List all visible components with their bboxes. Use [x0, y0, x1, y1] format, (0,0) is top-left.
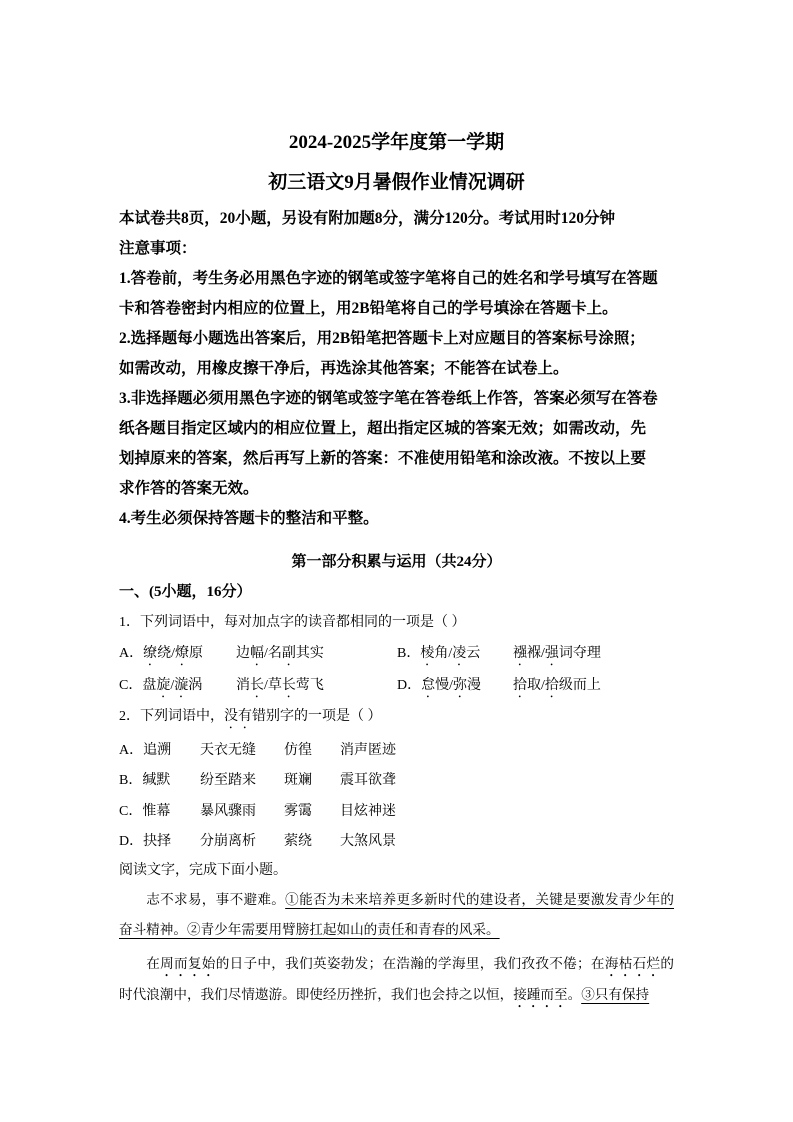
plain-text: /名 — [264, 646, 282, 661]
dotted-char: 长 — [250, 678, 264, 693]
q2-option-d-word-3: 萦绕 — [284, 834, 312, 849]
plain-text: /草 — [264, 678, 282, 693]
reading-paragraph-2 — [119, 949, 674, 1011]
plain-text: 在 — [146, 956, 161, 972]
part-one-title: 第一部分积累与运用（共24分） — [291, 554, 502, 570]
q2-option-d-word-2: 分崩离析 — [200, 834, 256, 849]
q1-option-d-part2 — [513, 674, 601, 701]
q2-option-c-word-2: 暴风骤雨 — [200, 804, 256, 819]
exam-notes — [119, 204, 679, 534]
note-3-line-2: 纸各题目指定区域内的相应位置上，超出指定区城的答案无效；如需改动，先 — [119, 420, 647, 437]
q2-option-c-word-1: C．惟幕 — [119, 804, 171, 819]
plain-text: 取/ — [527, 678, 545, 693]
plain-text: 绕/ — [157, 646, 176, 661]
dotted-char: 旋 — [156, 678, 171, 693]
dotted-idiom-1: 周而复始 — [160, 956, 216, 972]
dotted-char: 幅 — [250, 646, 264, 661]
q1-option-a-part1 — [119, 642, 203, 669]
dotted-idiom-2: 海枯石烂 — [604, 956, 661, 972]
q1-option-b-part2 — [513, 642, 601, 669]
exam-title-term: 2024-2025学年度第一学期 — [288, 132, 505, 153]
plain-text: 词夺理 — [558, 646, 601, 661]
plain-text: 云 — [466, 646, 481, 661]
question-2-stem — [119, 705, 382, 732]
reading-instruction: 阅读文字，完成下面小题。 — [119, 863, 287, 878]
q2-option-b-word-3: 斑斓 — [284, 773, 312, 788]
plain-text: 其实 — [295, 646, 324, 661]
plain-text: 志不求易，事不避难。 — [146, 892, 286, 908]
note-1-line-1: 1.答卷前，考生务必用黑色字迹的钢笔或签字笔将自己的姓名和学号填写在答题 — [119, 270, 658, 287]
question-1-stem: 1．下列词语中，每对加点字的读音都相同的一项是（ ） — [119, 615, 466, 630]
plain-text: 褓/ — [527, 646, 545, 661]
dotted-word: 没有 — [224, 709, 252, 724]
dotted-char: 漩 — [174, 678, 189, 693]
q2-option-d-word-4: 大煞风景 — [340, 834, 396, 849]
q1-option-a-part2 — [236, 642, 324, 669]
q1-option-b-part1 — [397, 642, 480, 669]
q2-option-b-word-4: 震耳欲聋 — [340, 773, 396, 788]
plain-text: 原 — [189, 646, 204, 661]
plain-text: 莺飞 — [295, 678, 324, 693]
q2-option-a-word-2: 天衣无缝 — [200, 743, 256, 758]
dotted-char: 拾 — [513, 678, 527, 693]
dotted-char: 凌 — [452, 646, 467, 661]
note-2-line-2: 如需改动，用橡皮擦干净后，再选涂其他答案；不能答在试卷上。 — [119, 360, 569, 377]
dotted-char: 襁 — [513, 646, 527, 661]
plain-text: / — [170, 678, 175, 693]
q2-option-c-word-4: 目炫神迷 — [340, 804, 396, 819]
plain-text: 慢/ — [435, 678, 454, 693]
note-1-line-2: 卡和答卷密封内相应的位置上，用2B铅笔将自己的学号填涂在答题卡上。 — [119, 300, 618, 317]
notes-heading: 注意事项： — [119, 240, 197, 257]
q2-option-a-word-3: 仿徨 — [284, 743, 312, 758]
underlined-sentence-1: ①能否为未来培养更多新时代的建设者，关键是要激发青少年的奋斗精神。 — [119, 892, 675, 938]
note-3-line-1: 3.非选择题必须用黑色字迹的钢笔或签字笔在答卷纸上作答，答案必须写在答卷 — [119, 390, 658, 407]
underlined-sentence-2: ②青少年需要用臂膀扛起如山的责任和青春的风采。 — [186, 922, 500, 938]
note-4: 4.考生必须保持答题卡的整洁和平整。 — [119, 510, 379, 527]
plain-text: 盘 — [142, 678, 157, 693]
paragraph — [119, 885, 674, 945]
dotted-char: 燎 — [175, 646, 190, 661]
plain-text: 的日子中，我们英姿勃发；在浩瀚的学海里，我们孜孜不倦；在 — [215, 956, 605, 972]
option-label: C． — [119, 678, 143, 693]
plain-text: 角/ — [434, 646, 453, 661]
dotted-char: 缭 — [143, 646, 158, 661]
underlined-sentence-3: ③只有保持 — [581, 987, 650, 1003]
reading-paragraph-1 — [119, 885, 674, 945]
q1-option-c-part1 — [119, 674, 202, 701]
q2-option-b-word-2: 纷至踏来 — [200, 773, 256, 788]
dotted-char: 长 — [281, 678, 296, 693]
dotted-char: 强 — [544, 646, 559, 661]
note-3-line-4: 求作答的答案无效。 — [119, 480, 259, 497]
plain-text: 级而上 — [558, 678, 601, 693]
q2-option-c-word-3: 雾霭 — [284, 804, 312, 819]
dotted-char: 怠 — [421, 678, 436, 693]
q2-option-d-word-1: D．抉择 — [119, 834, 172, 849]
plain-text: 2．下列词语中， — [119, 709, 224, 724]
q1-option-d-part1 — [397, 674, 481, 701]
note-2-line-1: 2.选择题每小题选出答案后，用2B铅笔把答题卡上对应题目的答案标号涂照； — [119, 330, 645, 347]
q2-option-a-word-4: 消声匿迹 — [340, 743, 396, 758]
note-3-line-3: 划掉原来的答案，然后再写上新的答案：不准使用铅笔和涂改液。不按以上要 — [119, 450, 647, 467]
dotted-char: 拾 — [544, 678, 559, 693]
exam-title-subject: 初三语文9月暑假作业情况调研 — [268, 172, 525, 193]
plain-text: 涡 — [188, 678, 203, 693]
q1-option-c-part2 — [236, 674, 324, 701]
plain-text: 消 — [236, 678, 250, 693]
dotted-idiom-3: 接踵而至 — [513, 987, 568, 1003]
dotted-char: 副 — [281, 646, 296, 661]
plain-text: 。 — [567, 987, 582, 1003]
plain-text: 的时代浪潮中，我们尽情遨游。即使经历挫折，我们也会持之以恒， — [119, 956, 675, 1003]
option-label: D． — [397, 678, 422, 693]
option-label: A． — [119, 646, 144, 661]
notes-intro: 本试卷共8页，20小题，另设有附加题8分，满分120分。考试用时120分钟 — [119, 210, 616, 227]
plain-text: 错别字的一项是（ ） — [252, 709, 382, 724]
q2-option-b-word-1: B．缄默 — [119, 773, 171, 788]
plain-text: 漫 — [467, 678, 482, 693]
plain-text: 边 — [236, 646, 250, 661]
q2-option-a-word-1: A．追溯 — [119, 743, 172, 758]
option-label: B． — [397, 646, 421, 661]
paragraph — [119, 949, 674, 1011]
section-one-title: 一、(5小题，16分） — [119, 584, 252, 600]
dotted-char: 棱 — [420, 646, 435, 661]
dotted-char: 弥 — [453, 678, 468, 693]
